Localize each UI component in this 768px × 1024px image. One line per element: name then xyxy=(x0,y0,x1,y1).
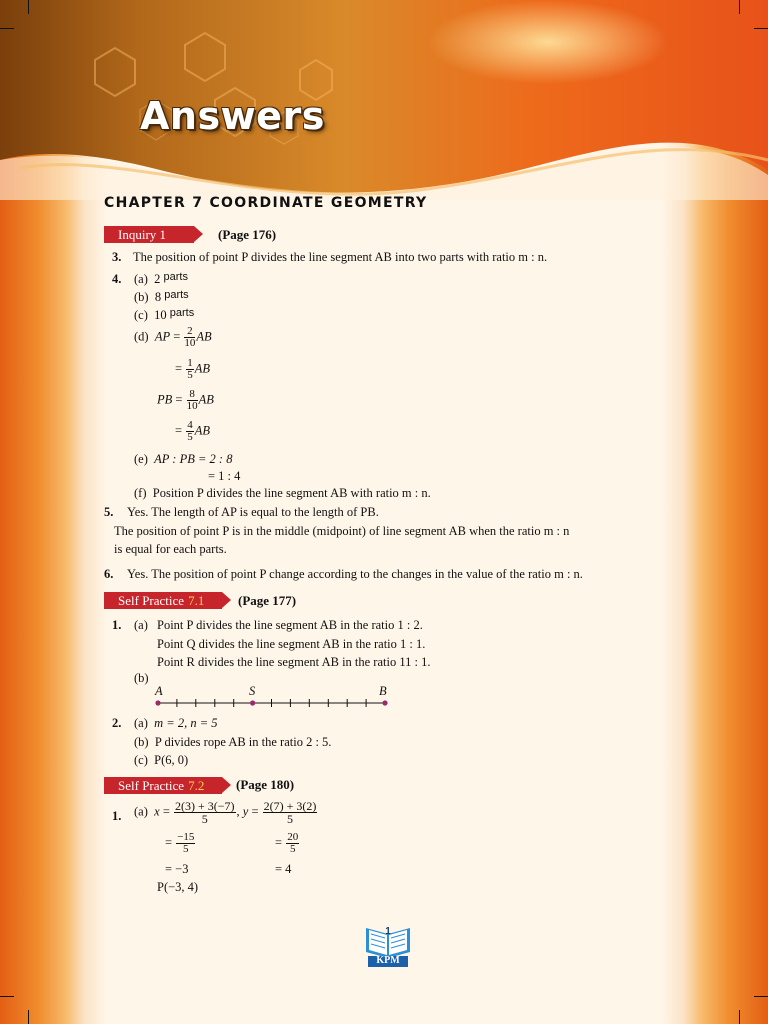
sp72-q1a-line2b: = $\frac{20}{5}$ xyxy=(275,831,299,855)
q5-number: 5. xyxy=(104,505,114,519)
sp71-q2b: (b) P divides rope AB in the ratio 2 : 5. xyxy=(134,735,332,749)
q5-line1: Yes. The length of AP is equal to the length of PB. xyxy=(127,505,379,519)
sp71-q2c: (c) P(6, 0) xyxy=(134,753,189,767)
q4a: (a) 2 parts xyxy=(134,271,188,286)
sp71-q1b-label: (b) xyxy=(134,671,149,685)
publisher-label: KPM xyxy=(376,955,400,966)
point-b-label: B xyxy=(379,684,387,698)
self-practice-7-2-tag: Self Practice 7.2 xyxy=(104,777,222,794)
kpm-logo xyxy=(360,918,416,968)
sp71-q1a-label: (a) xyxy=(134,618,148,632)
q4b: (b) 8 parts xyxy=(134,289,189,304)
sp72-q1a-line3b: = 4 xyxy=(275,862,292,876)
q5-line2: The position of point P is in the middle (midpoint) of line segment AB when the ratio m : n xyxy=(114,524,570,538)
number-line xyxy=(150,696,395,710)
q4d-line3: PB = $\frac{8}{10}$ AB xyxy=(157,388,214,412)
sp71-q1a-line2: Point Q divides the line segment AB in the ratio 1 : 1. xyxy=(157,637,426,651)
point-s-label: S xyxy=(249,684,256,698)
q4c: (c) 10 parts xyxy=(134,307,195,322)
page-title: Answers xyxy=(140,94,325,138)
sp72-q1a-line3: = −3 xyxy=(165,862,189,876)
chapter-title: CHAPTER 7 COORDINATE GEOMETRY xyxy=(104,195,428,211)
q4e-line2: = 1 : 4 xyxy=(208,469,241,483)
sp72-page-ref: (Page 180) xyxy=(236,777,295,792)
q4d-line2: = $\frac{1}{5}$ AB xyxy=(175,357,210,381)
page-number: 1 xyxy=(385,926,391,937)
q5-line3: is equal for each parts. xyxy=(114,542,227,556)
sp71-q2a: (a) m = 2, n = 5 xyxy=(134,716,218,730)
q3-text: The position of point P divides the line segment AB into two parts with ratio m : n. xyxy=(133,250,548,264)
sp71-q1a-line3: Point R divides the line segment AB in the ratio 11 : 1. xyxy=(157,655,431,669)
sp72-q1a-line2: = $\frac{-15}{5}$ xyxy=(165,831,195,855)
point-a-label: A xyxy=(155,684,163,698)
inquiry-tag: Inquiry 1 xyxy=(104,226,194,243)
q4d-line1: (d) AP = $\frac{2}{10}$ AB xyxy=(134,325,212,349)
q4-number: 4. xyxy=(112,272,122,286)
q3-number: 3. xyxy=(112,250,122,264)
sp71-q2-number: 2. xyxy=(112,716,122,730)
sp71-q1a-line1: Point P divides the line segment AB in the ratio 1 : 2. xyxy=(157,618,423,632)
sp72-q1-number: 1. xyxy=(112,809,122,823)
inquiry-page-ref: (Page 176) xyxy=(218,227,277,242)
q6-text: Yes. The position of point P change according to the changes in the value of the ratio m : n. xyxy=(127,567,583,581)
sp71-q1-number: 1. xyxy=(112,618,122,632)
sp71-page-ref: (Page 177) xyxy=(238,593,297,608)
self-practice-7-1-tag: Self Practice 7.1 xyxy=(104,592,222,609)
q4d-line4: = $\frac{4}{5}$ AB xyxy=(175,419,210,443)
q6-number: 6. xyxy=(104,567,114,581)
sp72-q1a-result: P(−3, 4) xyxy=(157,880,199,894)
sp72-q1a-line1: (a) x = $\frac{2(3) + 3(-7)}{5}$ , y = $\frac{2(7) + 3(2)}{5}$ xyxy=(134,799,317,826)
q4e-line1: (e) AP : PB = 2 : 8 xyxy=(134,452,233,466)
q4f: (f) Position P divides the line segment AB with ratio m : n. xyxy=(134,486,431,500)
